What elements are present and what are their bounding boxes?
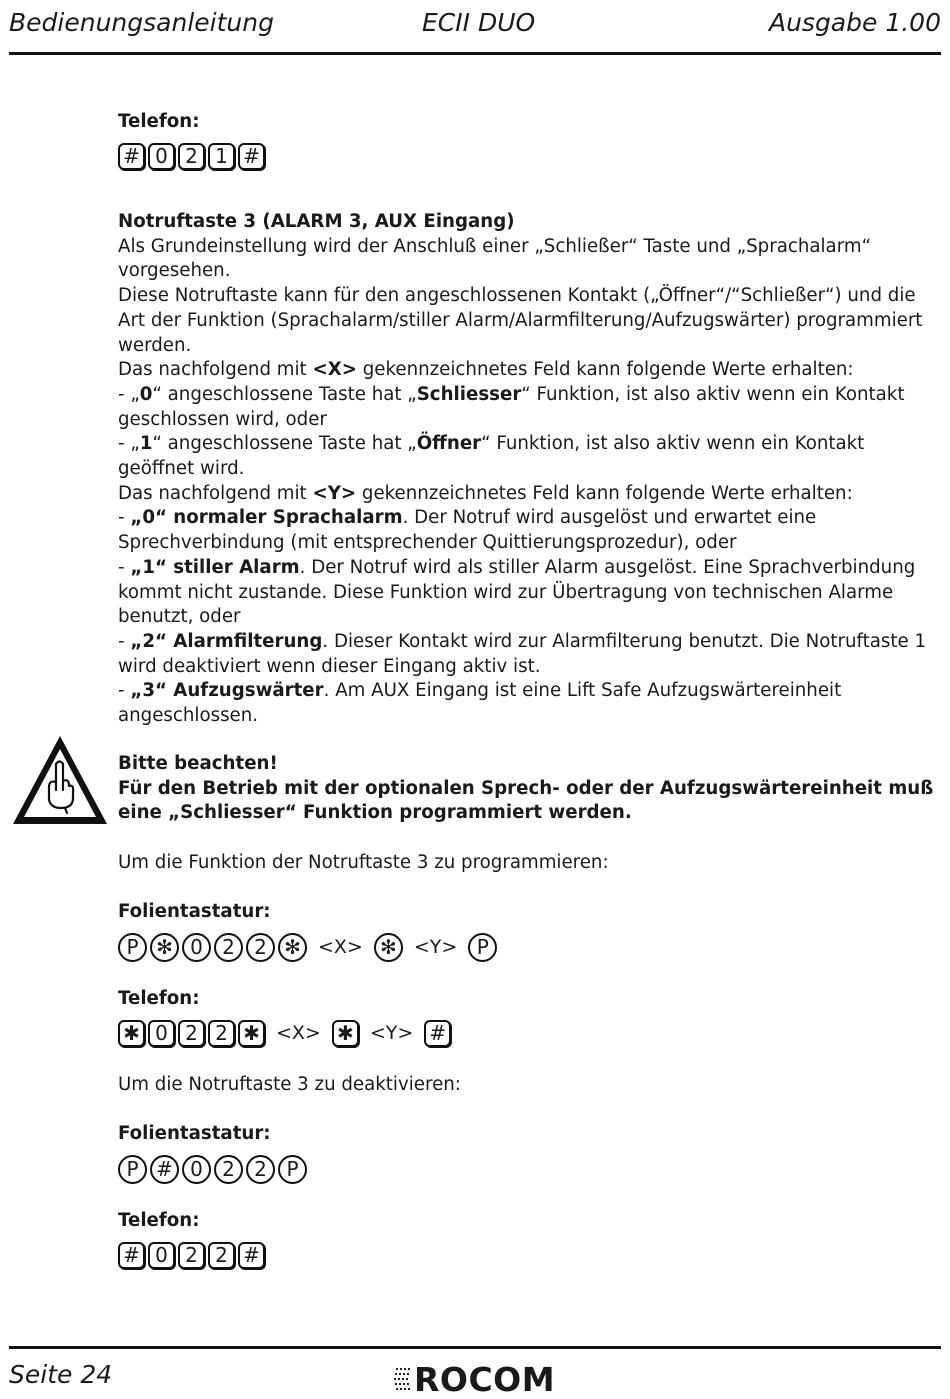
membrane-key: 2 bbox=[214, 933, 243, 962]
header-edition: Ausgabe 1.00 bbox=[768, 8, 941, 37]
phone-key: # bbox=[238, 1242, 265, 1269]
phone-key: ✱ bbox=[332, 1020, 359, 1047]
text: - „ bbox=[118, 383, 140, 405]
value-name: Schliesser bbox=[416, 383, 522, 405]
key-sequence bbox=[118, 1155, 940, 1184]
page-number: Seite 24 bbox=[9, 1360, 113, 1389]
note-text: Für den Betrieb mit der optionalen Sprech- oder der Aufzugswärtereinheit muß eine „Schliesser“ Funktion programmiert werden. bbox=[118, 777, 934, 824]
membrane-key: ✻ bbox=[374, 933, 403, 962]
header-product: ECII DUO bbox=[422, 8, 536, 37]
membrane-key: ✻ bbox=[150, 933, 179, 962]
folien-label: Folientastatur: bbox=[118, 1123, 271, 1144]
x-tag: <X> bbox=[312, 359, 357, 381]
text: . Am AUX Eingang ist eine Lift Safe Aufzugswärtereinheit angeschlossen. bbox=[118, 680, 842, 727]
phone-key: # bbox=[118, 143, 145, 170]
x-placeholder: <X> bbox=[318, 935, 363, 958]
membrane-key: P bbox=[278, 1155, 307, 1184]
key-sequence bbox=[118, 1020, 940, 1047]
membrane-key: P bbox=[468, 933, 497, 962]
text: Das nachfolgend mit bbox=[118, 482, 313, 504]
telefon-block-3 bbox=[118, 1209, 940, 1269]
key-sequence bbox=[118, 1242, 940, 1269]
membrane-key: P bbox=[118, 1155, 147, 1184]
note-title: Bitte beachten! bbox=[118, 753, 278, 774]
telefon-label: Telefon: bbox=[118, 1210, 200, 1231]
rocom-logo bbox=[394, 1359, 556, 1399]
text: . Dieser Kontakt wird zur Alarmfilterung benutzt. Die Notruftaste 1 wird deaktiviert wenn dieser Eingang aktiv ist. bbox=[118, 630, 927, 677]
text: - bbox=[118, 556, 131, 578]
header-doc-type: Bedienungsanleitung bbox=[9, 8, 274, 37]
key-sequence bbox=[118, 143, 940, 170]
value-name: „3“ Aufzugswärter bbox=[130, 680, 324, 702]
folien-block-2 bbox=[118, 1122, 940, 1184]
telefon-block-1 bbox=[118, 110, 940, 170]
phone-key: 2 bbox=[178, 1020, 205, 1047]
rocom-logo-icon bbox=[394, 1364, 414, 1394]
value: 1 bbox=[139, 433, 153, 455]
key-sequence bbox=[118, 933, 940, 962]
membrane-key: 2 bbox=[246, 933, 275, 962]
membrane-key: P bbox=[118, 933, 147, 962]
phone-key: 2 bbox=[178, 143, 205, 170]
phone-key: 1 bbox=[208, 143, 235, 170]
value: 0 bbox=[139, 383, 153, 405]
program-intro bbox=[118, 851, 940, 876]
y-option-1 bbox=[118, 556, 940, 630]
telefon-label: Telefon: bbox=[118, 111, 200, 132]
y-option-2 bbox=[118, 630, 940, 679]
phone-key: 0 bbox=[148, 1020, 175, 1047]
y-option-0 bbox=[118, 506, 940, 555]
paragraph: Diese Notruftaste kann für den angeschlossenen Kontakt („Öffner“/“Schließer“) und die Art der Funktion (Sprachalarm/stiller Alarm/Alarmfilterung/Aufzugswärter) programmiert werden. bbox=[118, 285, 923, 356]
note-block bbox=[118, 752, 940, 826]
membrane-key: # bbox=[150, 1155, 179, 1184]
phone-key: # bbox=[118, 1242, 145, 1269]
y-placeholder: <Y> bbox=[413, 935, 458, 958]
x-option-0 bbox=[118, 383, 940, 432]
value-name: „2“ Alarmfilterung bbox=[130, 630, 323, 652]
text: - „ bbox=[118, 433, 140, 455]
text: gekennzeichnetes Feld kann folgende Werte erhalten: bbox=[356, 482, 853, 504]
membrane-key: 2 bbox=[246, 1155, 275, 1184]
section-notruftaste-3 bbox=[118, 210, 940, 729]
text: gekennzeichnetes Feld kann folgende Werte erhalten: bbox=[356, 359, 854, 381]
text: “ angeschlossene Taste hat „ bbox=[152, 383, 417, 405]
section-title: Notruftaste 3 (ALARM 3, AUX Eingang) bbox=[118, 211, 515, 232]
phone-key: 2 bbox=[208, 1242, 235, 1269]
text: . Der Notruf wird als stiller Alarm ausgelöst. Eine Sprachverbindung kommt nicht zustande. Diese Funktion wird zur Übertragung von technischen Alarme benutzt, oder bbox=[118, 556, 916, 628]
folien-block-1 bbox=[118, 900, 940, 962]
y-option-3 bbox=[118, 679, 940, 728]
program-intro-text: Um die Funktion der Notruftaste 3 zu programmieren: bbox=[118, 852, 609, 873]
y-intro bbox=[118, 482, 940, 507]
membrane-key: ✻ bbox=[278, 933, 307, 962]
text: Das nachfolgend mit bbox=[118, 359, 313, 381]
paragraph: Als Grundeinstellung wird der Anschluß einer „Schließer“ Taste und „Sprachalarm“ vorgesehen. bbox=[118, 235, 872, 282]
telefon-label: Telefon: bbox=[118, 988, 200, 1009]
text: “ Funktion, ist also aktiv wenn ein Kontakt geöffnet wird. bbox=[118, 433, 865, 480]
value-name: „1“ stiller Alarm bbox=[130, 556, 300, 578]
phone-key: ✱ bbox=[118, 1020, 145, 1047]
membrane-key: 0 bbox=[182, 1155, 211, 1184]
x-option-1 bbox=[118, 432, 940, 481]
phone-key: # bbox=[238, 143, 265, 170]
membrane-key: 2 bbox=[214, 1155, 243, 1184]
logo-text: ROCOM bbox=[414, 1359, 556, 1399]
telefon-block-2 bbox=[118, 987, 940, 1047]
text: “ angeschlossene Taste hat „ bbox=[152, 433, 417, 455]
text: - bbox=[118, 630, 131, 652]
text: - bbox=[118, 680, 131, 702]
phone-key: 2 bbox=[208, 1020, 235, 1047]
x-placeholder: <X> bbox=[276, 1021, 321, 1044]
header-rule bbox=[9, 52, 941, 55]
value-name: „0“ normaler Sprachalarm bbox=[130, 507, 403, 529]
deactivate-intro bbox=[118, 1073, 940, 1098]
x-intro bbox=[118, 358, 940, 383]
text: “ Funktion, ist also aktiv wenn ein Kontakt geschlossen wird, oder bbox=[118, 383, 905, 430]
y-tag: <Y> bbox=[312, 482, 357, 504]
phone-key: 0 bbox=[148, 143, 175, 170]
footer-rule bbox=[9, 1346, 941, 1349]
text: - bbox=[118, 507, 131, 529]
value-name: Öffner bbox=[416, 433, 482, 455]
folien-label: Folientastatur: bbox=[118, 901, 271, 922]
membrane-key: 0 bbox=[182, 933, 211, 962]
phone-key: ✱ bbox=[238, 1020, 265, 1047]
page-header bbox=[9, 8, 941, 42]
phone-key: 2 bbox=[178, 1242, 205, 1269]
deactivate-intro-text: Um die Notruftaste 3 zu deaktivieren: bbox=[118, 1074, 461, 1095]
text: . Der Notruf wird ausgelöst und erwartet eine Sprechverbindung (mit entsprechender Quittierungsprozedur), oder bbox=[118, 507, 817, 554]
y-placeholder: <Y> bbox=[369, 1021, 414, 1044]
phone-key: # bbox=[424, 1020, 451, 1047]
phone-key: 0 bbox=[148, 1242, 175, 1269]
warning-hand-icon bbox=[11, 734, 109, 826]
